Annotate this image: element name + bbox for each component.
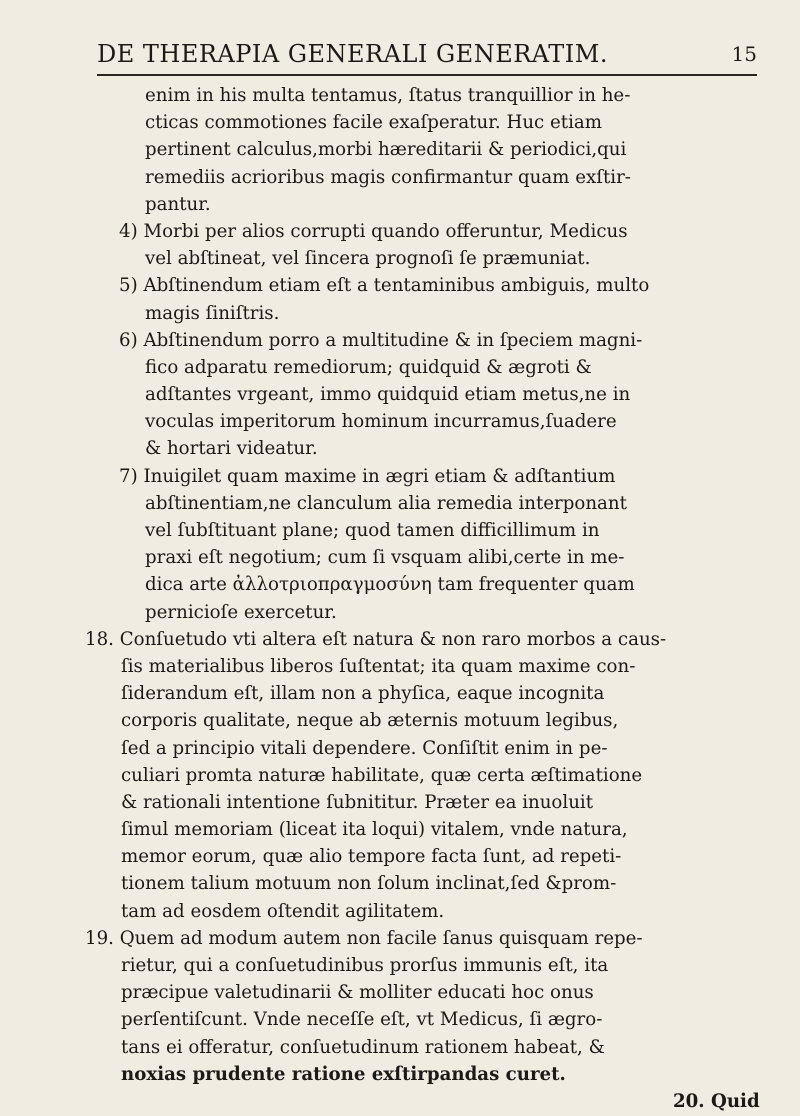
text-line: ſiderandum eſt, illam non a phyſica, eaque incognita [121,683,605,705]
text-line: 5) Abſtinendum etiam eſt a tentaminibus ambiguis, multo [119,275,650,297]
text-line: remediis acrioribus magis confirmantur quam exſtir- [145,166,631,188]
page-number: 15 [731,42,757,66]
text-line: corporis qualitate, neque ab æternis motuum legibus, [121,710,619,732]
text-line: dica arte ἀλλοτριοπραγμοσύνη tam frequenter quam [145,574,635,596]
text-line: memor eorum, quæ alio tempore facta ſunt, ad repeti- [121,846,622,868]
text-line: 7) Inuigilet quam maxime in ægri etiam & adſtantium [119,465,616,487]
text-line: praxi eſt negotium; cum ſi vsquam alibi,certe in me- [145,547,625,569]
text-line: 19. Quem ad modum autem non facile ſanus quisquam repe- [85,927,643,949]
text-line: tionem talium motuum non ſolum inclinat,ſed &prom- [121,873,617,895]
catchword: 20. Quid [673,1090,760,1112]
text-line: abſtinentiam,ne clanculum alia remedia interponant [145,492,627,514]
text-line: rietur, qui a conſuetudinibus prorſus immunis eſt, ita [121,955,609,976]
body-text [85,82,761,1115]
text-line: ſis materialibus liberos ſuſtentat; ita quam maxime con- [121,655,636,677]
text-line: cticas commotiones facile exaſperatur. Huc etiam [145,112,602,134]
text-line: vel ſubſtituant plane; quod tamen difficillimum in [145,520,600,541]
text-line: noxias prudente ratione exſtirpandas curet. [121,1063,566,1085]
text-line: magis ſiniſtris. [145,302,280,324]
text-line: pantur. [145,193,211,215]
text-line: 18. Conſuetudo vti altera eſt natura & non raro morbos a caus- [85,628,667,650]
text-line: culiari promta naturæ habilitate, quæ certa æſtimatione [121,764,643,786]
running-header [97,40,757,76]
text-line: tam ad eosdem oſtendit agilitatem. [121,900,445,922]
text-line: pertinent calculus,morbi hæreditarii & periodici,qui [145,139,627,161]
text-line: vel abſtineat, vel ſincera prognoſi ſe præmuniat. [145,248,591,270]
text-line: ſed a principio vitali dependere. Conſiſtit enim in pe- [121,737,608,759]
text-line: & hortari videatur. [145,438,318,460]
text-line: voculas imperitorum hominum incurramus,ſuadere [145,411,617,433]
text-line: ſimul memoriam (liceat ita loqui) vitalem, vnde natura, [121,819,628,841]
text-line: pernicioſe exercetur. [145,601,337,623]
text-line: enim in his multa tentamus, ſtatus tranquillior in he- [145,85,631,106]
text-line: perſentiſcunt. Vnde neceſſe eſt, vt Medicus, ſi ægro- [121,1009,603,1031]
text-line: præcipue valetudinarii & molliter educati hoc onus [121,982,594,1004]
text-line: adſtantes vrgeant, immo quidquid etiam metus,ne in [145,384,631,406]
text-line: & rationali intentione ſubnititur. Præter ea inuoluit [121,791,594,813]
header-title: DE THERAPIA GENERALI GENERATIM. [97,40,608,68]
text-line: 4) Morbi per alios corrupti quando offeruntur, Medicus [119,220,628,242]
text-line: fico adparatu remediorum; quidquid & ægroti & [145,356,592,378]
text-line: tans ei offeratur, conſuetudinum rationem habeat, & [121,1036,605,1058]
text-line: 6) Abſtinendum porro a multitudine & in ſpeciem magni- [119,329,643,351]
